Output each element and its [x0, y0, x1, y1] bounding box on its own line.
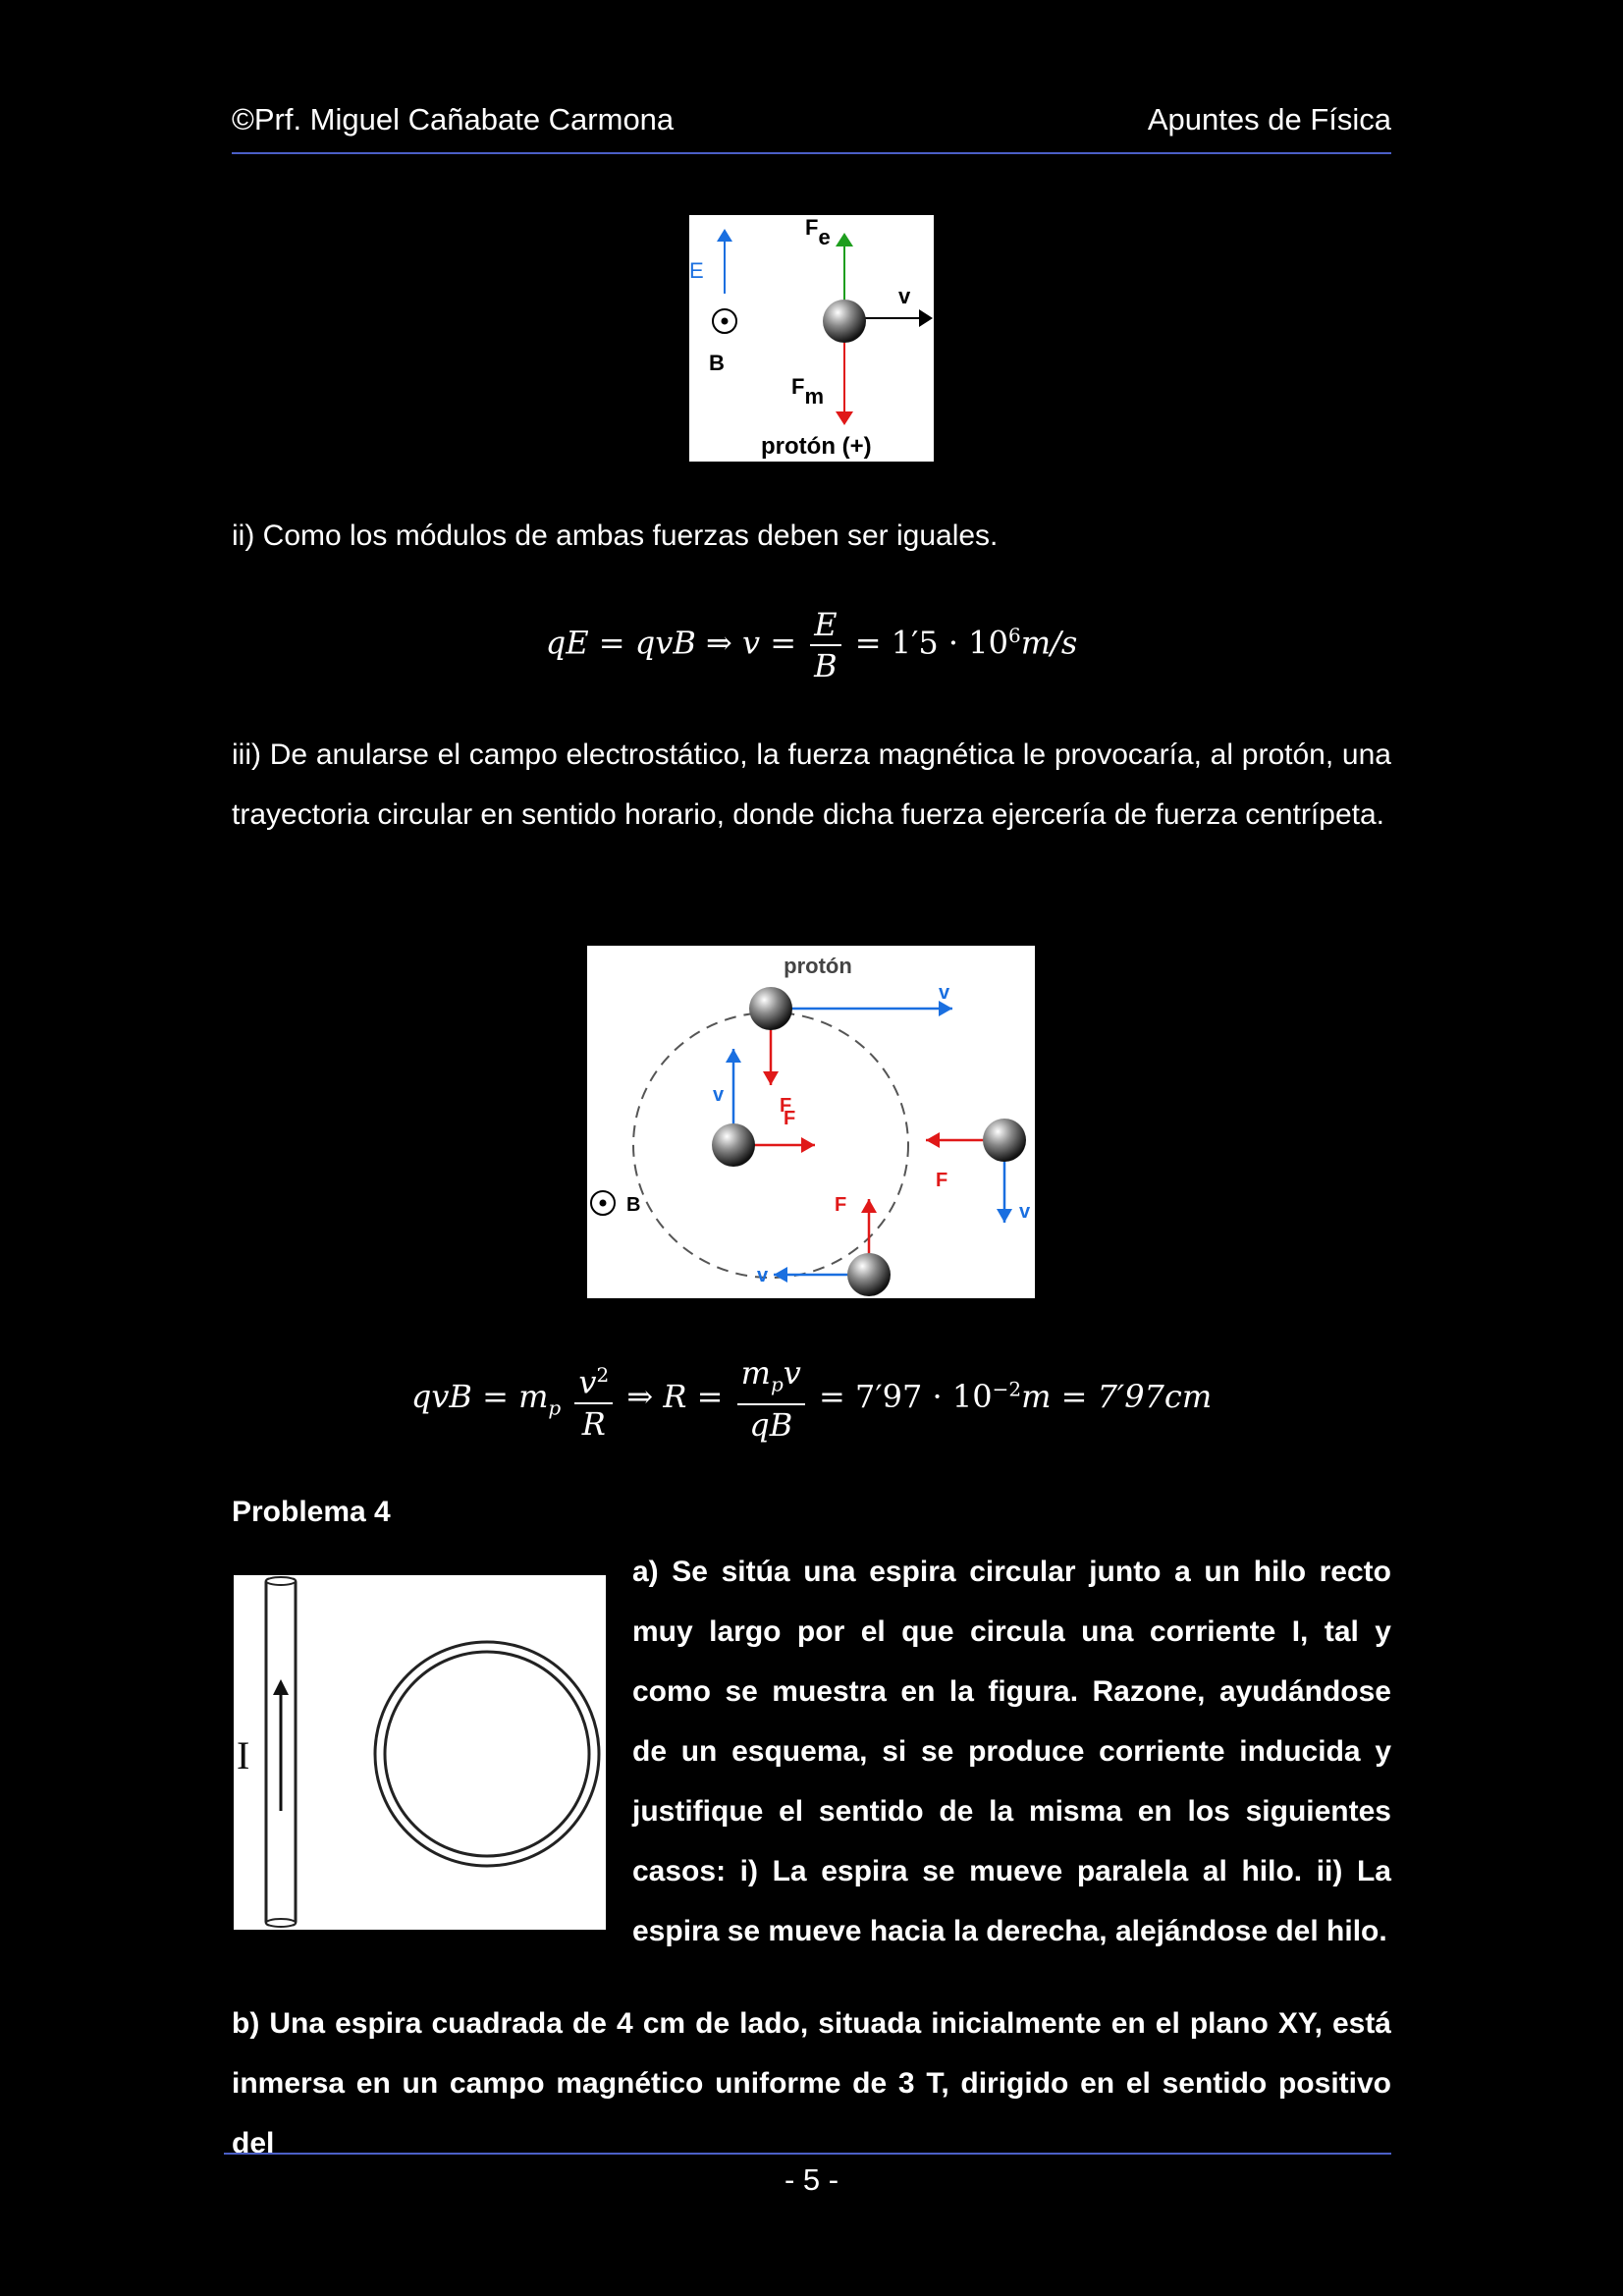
figure-wire-and-loop [234, 1575, 606, 1930]
fraction-v2-over-r: $\frac{v^2}{R}$ [574, 1355, 613, 1444]
proton-top [749, 987, 792, 1030]
label-f-right: F [936, 1170, 948, 1191]
wire-loop-diagram [234, 1575, 606, 1930]
circular-trajectory-diagram [587, 946, 1035, 1298]
figure1-caption: protón (+) [761, 433, 872, 460]
header-subject: Apuntes de Física [1147, 102, 1391, 137]
proton-right [983, 1119, 1026, 1162]
velocity-arrow-bottom-head [774, 1267, 787, 1283]
equation-velocity: qE = qvB ⇒ v = $\frac{E}{B}$ = $1'5 \cdot 10^6m/s$ [545, 606, 1078, 684]
circular-loop-outer [375, 1642, 599, 1866]
force-arrow-left-head [801, 1137, 815, 1153]
problem-a-text: a) Se sitúa una espira circular junto a un hilo recto muy largo por el que circula una corriente I, tal y como se muestra en la figura. Razone, ayudándose de un esquema, si se produce corriente inducida y justifique el sentido de la misma en los siguientes casos: i) La espira se mueve paralela al hilo. ii) La espira se mueve hacia la derecha, alejándose del hilo. [632, 1556, 1391, 1947]
velocity-arrow-left-head [726, 1049, 741, 1063]
label-e: E [689, 258, 704, 283]
label-v-bottom: v [757, 1265, 769, 1286]
fraction-mpv-over-qb: $\frac{m_pv}{qB}$ [737, 1353, 805, 1445]
header-divider [232, 152, 1391, 154]
header-author: ©Prf. Miguel Cañabate Carmona [232, 102, 675, 137]
figure-circular-trajectory [587, 946, 1035, 1298]
force-arrow-bottom-head [861, 1199, 877, 1213]
label-proton: protón [784, 954, 852, 978]
proton-left [712, 1123, 755, 1167]
footer-divider [224, 2153, 1391, 2155]
e-field-arrowhead [717, 229, 732, 242]
label-b: B [626, 1194, 641, 1216]
label-f-left: F [784, 1108, 796, 1129]
label-v-left: v [713, 1084, 725, 1106]
equation-radius: qvB = $m_p$ $\frac{v^2}{R}$ ⇒ R = $\frac{m_pv}{qB}$ = $7'97 \cdot 10^{-2}m = 7'97cm$ [410, 1354, 1213, 1445]
label-b: B [709, 351, 725, 375]
label-fm: Fm [791, 374, 825, 409]
force-arrow-right-head [926, 1132, 940, 1148]
label-current: I [237, 1733, 250, 1777]
label-v-right: v [1019, 1201, 1031, 1223]
fraction-e-over-b: $\frac{E}{B}$ [810, 605, 840, 685]
label-f-bottom: F [835, 1194, 847, 1216]
label-v: v [898, 284, 911, 308]
label-fe: Fe [805, 215, 831, 249]
velocity-arrow-right-head [997, 1209, 1012, 1223]
label-f-top: F [780, 1095, 792, 1117]
force-arrow-top-head [763, 1071, 779, 1085]
circular-loop-inner [385, 1652, 589, 1856]
proton-bottom [847, 1253, 891, 1296]
figure-crossed-fields [689, 215, 934, 462]
part-ii-text: ii) Como los módulos de ambas fuerzas deben ser iguales. [232, 519, 999, 552]
part-iii-text: iii) De anularse el campo electrostático, la fuerza magnética le provocaría, al protón, una trayectoria circular en sentido horario, donde dicha fuerza ejercería de fuerza centrípeta. [232, 738, 1391, 831]
problem-title: Problema 4 [232, 1496, 391, 1528]
proton-ball [823, 300, 866, 343]
problem-b-text: b) Una espira cuadrada de 4 cm de lado, situada inicialmente en el plano XY, está inmersa en un campo magnético uniforme de 3 T, dirigido en el sentido positivo del [232, 2007, 1391, 2159]
page-header [232, 94, 1391, 137]
crossed-fields-diagram [689, 215, 934, 462]
page-number: - 5 - [784, 2162, 839, 2197]
label-v-top: v [939, 982, 950, 1004]
